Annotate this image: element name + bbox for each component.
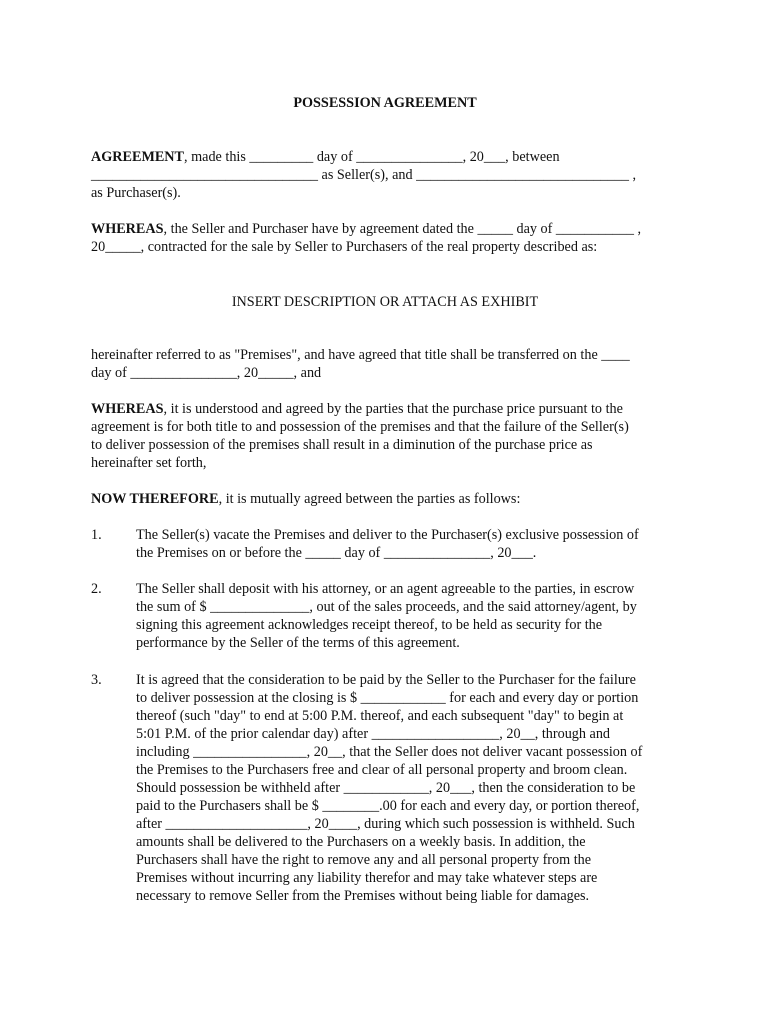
paragraph-line: WHEREAS, it is understood and agreed by the parties that the purchase price pursuant to the [91,401,623,417]
paragraph-line: amounts shall be delivered to the Purchasers on a weekly basis. In addition, the [136,834,586,850]
whereas-lead: WHEREAS [91,221,164,237]
now-therefore-lead: NOW THEREFORE [91,491,219,507]
paragraph-line: hereinafter referred to as "Premises", and have agreed that title shall be transferred on the ____ [91,347,630,363]
whereas-paragraph-1 [91,220,681,256]
paragraph-line: day of _______________, 20_____, and [91,365,322,381]
paragraph-line: agreement is for both title to and possession of the premises and that the failure of the Seller(s) [91,419,629,435]
clause-number: 2. [91,581,102,597]
paragraph-line: NOW THEREFORE, it is mutually agreed between the parties as follows: [91,491,521,507]
paragraph-line: 20_____, contracted for the sale by Seller to Purchasers of the real property described as: [91,239,598,255]
paragraph-line: ________________________________ as Seller(s), and ______________________________ , [91,167,637,183]
document-title: POSSESSION AGREEMENT [293,95,477,111]
agreement-paragraph [91,148,681,202]
paragraph-line: The Seller shall deposit with his attorney, or an agent agreeable to the parties, in escrow [136,581,635,597]
paragraph-line: Purchasers shall have the right to remove any and all personal property from the [136,852,592,868]
whereas-paragraph-2 [91,400,681,472]
paragraph-line: to deliver possession of the premises shall result in a diminution of the purchase price as [91,437,593,453]
agreement-lead: AGREEMENT [91,149,185,165]
paragraph-line: paid to the Purchasers shall be $ ________.00 for each and every day, or portion thereof, [136,798,640,814]
paragraph-line: AGREEMENT, made this _________ day of _______________, 20___, between [91,149,560,165]
paragraph-line: including ________________, 20__, that the Seller does not deliver vacant possession of [136,744,643,760]
paragraph-line: It is agreed that the consideration to be paid by the Seller to the Purchaser for the failure [136,672,636,688]
paragraph-line: Premises without incurring any liability therefor and may take whatever steps are [136,870,598,886]
exhibit-placeholder: INSERT DESCRIPTION OR ATTACH AS EXHIBIT [231,294,539,310]
paragraph-line: Should possession be withheld after ____________, 20___, then the consideration to be [136,780,636,796]
now-therefore-paragraph [91,490,681,508]
paragraph-line: the Premises on or before the _____ day of _______________, 20___. [136,545,537,561]
clause-body [136,526,639,562]
paragraph-line: as Purchaser(s). [91,185,181,201]
premises-paragraph [91,346,681,382]
paragraph-line: hereinafter set forth, [91,455,207,471]
paragraph-line: WHEREAS, the Seller and Purchaser have by agreement dated the _____ day of ___________ , [91,221,642,237]
clause-body [136,580,637,652]
paragraph-line: the Premises to the Purchasers free and clear of all personal property and broom clean. [136,762,628,778]
paragraph-line: thereof (such "day" to end at 5:00 P.M. thereof, and each subsequent "day" to begin at [136,708,624,724]
paragraph-line: The Seller(s) vacate the Premises and deliver to the Purchaser(s) exclusive possession of [136,527,639,543]
clause-number: 3. [91,672,102,688]
paragraph-line: after ____________________, 20____, during which such possession is withheld. Such [136,816,635,832]
paragraph-line: necessary to remove Seller from the Premises without being liable for damages. [136,888,590,904]
paragraph-line: performance by the Seller of the terms of this agreement. [136,635,460,651]
clause-number: 1. [91,527,102,543]
paragraph-line: 5:01 P.M. of the prior calendar day) after __________________, 20__, through and [136,726,611,742]
paragraph-line: the sum of $ ______________, out of the sales proceeds, and the said attorney/agent, by [136,599,637,615]
whereas-lead: WHEREAS [91,401,164,417]
paragraph-line: signing this agreement acknowledges receipt thereof, to be held as security for the [136,617,603,633]
clause-body [136,671,642,905]
paragraph-line: to deliver possession at the closing is $ ____________ for each and every day or portion [136,690,639,706]
